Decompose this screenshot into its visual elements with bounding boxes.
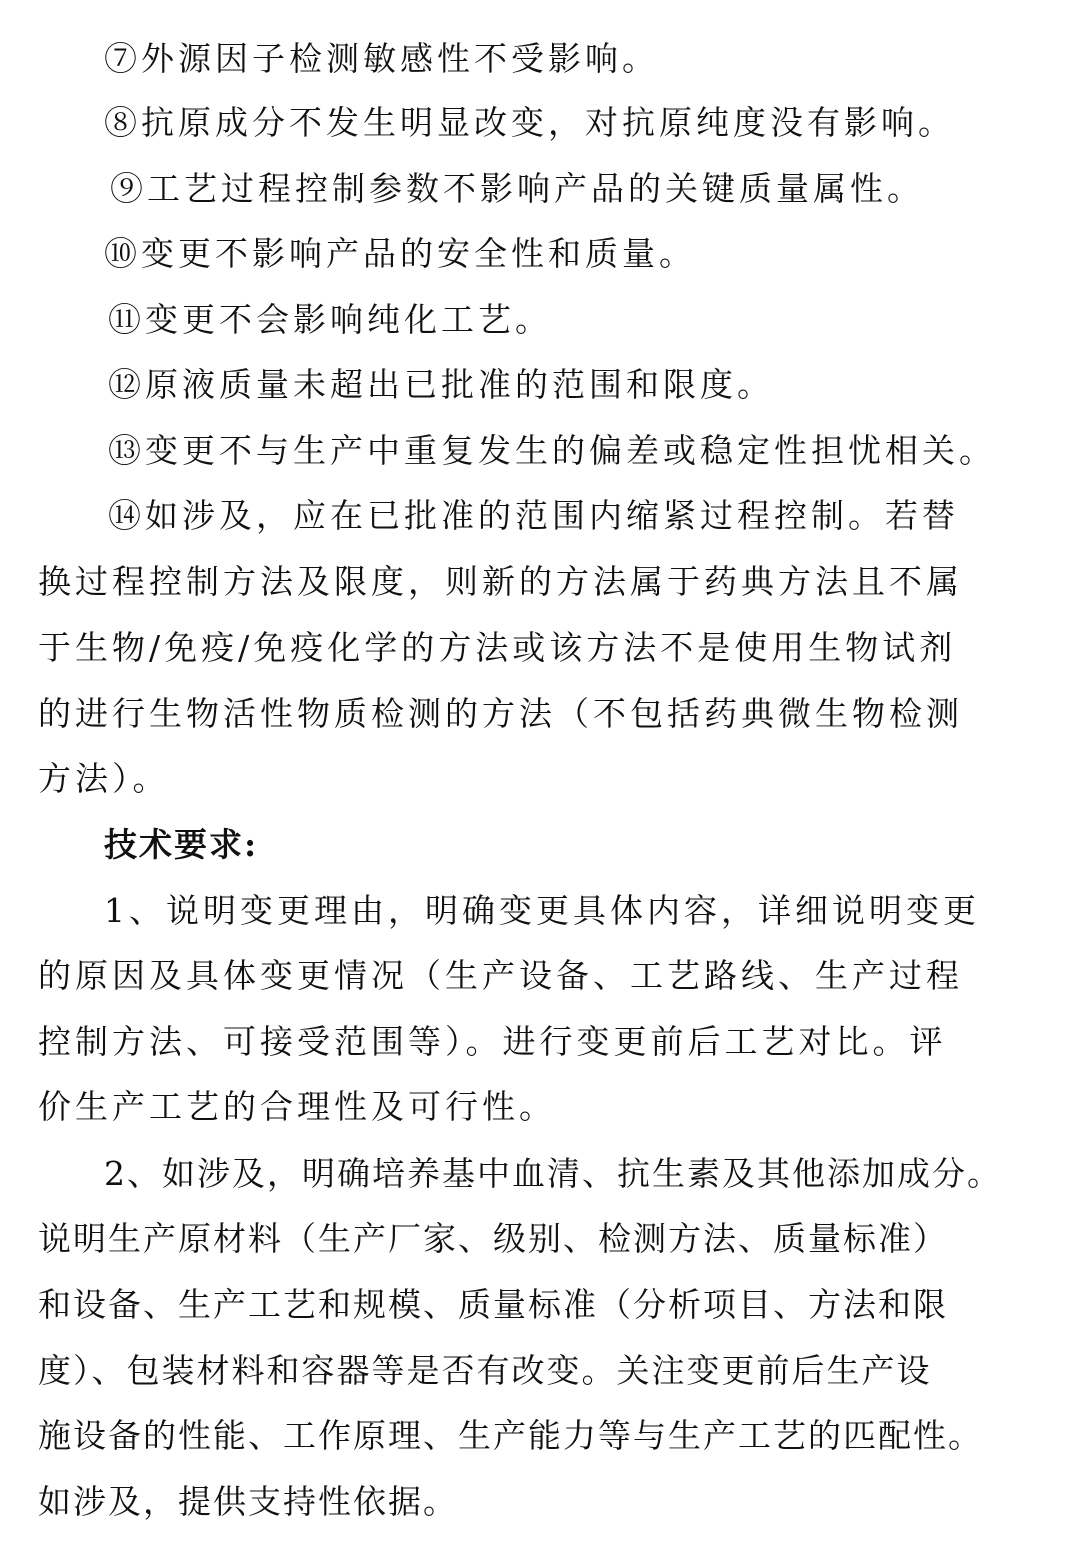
criterion-13: ⑬变更不与生产中重复发生的偏差或稳定性担忧相关。 bbox=[108, 431, 996, 470]
criterion-9: ⑨工艺过程控制参数不影响产品的关键质量属性。 bbox=[110, 169, 924, 208]
criterion-12: ⑫原液质量未超出已批准的范围和限度。 bbox=[108, 365, 774, 404]
requirement-1-line-1: 1、说明变更理由，明确变更具体内容，详细说明变更 bbox=[104, 891, 980, 930]
criterion-10: ⑩变更不影响产品的安全性和质量。 bbox=[104, 234, 696, 273]
criterion-14-line-5: 方法）。 bbox=[38, 759, 170, 798]
criterion-7: ⑦外源因子检测敏感性不受影响。 bbox=[104, 39, 659, 78]
criterion-14-line-3: 于生物/免疫/免疫化学的方法或该方法不是使用生物试剂 bbox=[38, 628, 957, 667]
tech-requirements-heading: 技术要求: bbox=[104, 825, 259, 864]
criterion-14-line-1: ⑭如涉及，应在已批准的范围内缩紧过程控制。若替 bbox=[108, 496, 959, 535]
requirement-1-line-2: 的原因及具体变更情况（生产设备、工艺路线、生产过程 bbox=[38, 956, 963, 995]
requirement-2-line-1: 2、如涉及，明确培养基中血清、抗生素及其他添加成分。 bbox=[104, 1154, 1002, 1193]
criterion-8: ⑧抗原成分不发生明显改变，对抗原纯度没有影响。 bbox=[104, 103, 955, 142]
requirement-2-line-6: 如涉及，提供支持性依据。 bbox=[38, 1482, 458, 1521]
requirement-2-line-5: 施设备的性能、工作原理、生产能力等与生产工艺的匹配性。 bbox=[38, 1416, 983, 1455]
requirement-1-line-3: 控制方法、可接受范围等）。进行变更前后工艺对比。评 bbox=[38, 1022, 947, 1061]
requirement-2-line-4: 度）、包装材料和容器等是否有改变。关注变更前后生产设 bbox=[38, 1351, 932, 1390]
criterion-14-line-2: 换过程控制方法及限度，则新的方法属于药典方法且不属 bbox=[38, 562, 963, 601]
requirement-1-line-4: 价生产工艺的合理性及可行性。 bbox=[38, 1087, 556, 1126]
criterion-14-line-4: 的进行生物活性物质检测的方法（不包括药典微生物检测 bbox=[38, 694, 963, 733]
requirement-2-line-3: 和设备、生产工艺和规模、质量标准（分析项目、方法和限 bbox=[38, 1285, 948, 1324]
requirement-2-line-2: 说明生产原材料（生产厂家、级别、检测方法、质量标准） bbox=[38, 1219, 948, 1258]
criterion-11: ⑪变更不会影响纯化工艺。 bbox=[108, 300, 552, 339]
